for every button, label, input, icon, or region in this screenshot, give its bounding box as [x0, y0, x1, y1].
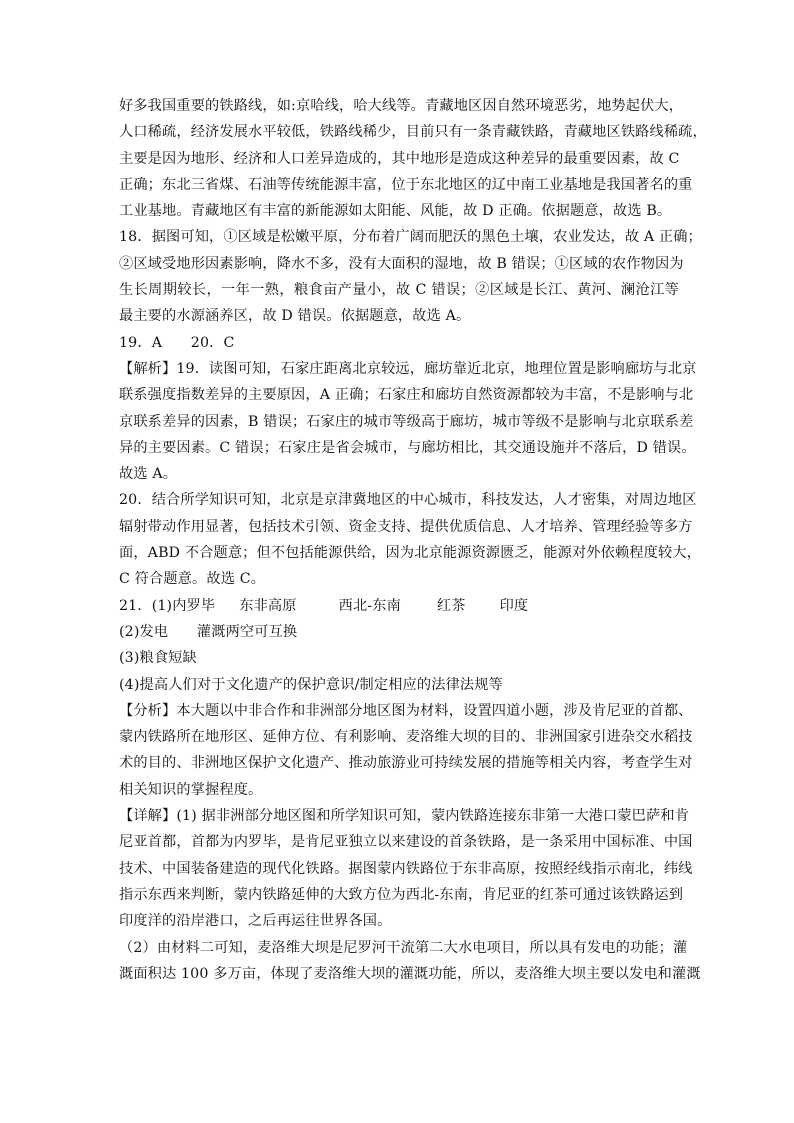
detail-line-3: 技术、中国装备建造的现代化铁路。据图蒙内铁路位于东非高原，按照经线指示南北，纬线 [119, 860, 693, 877]
detail-line-5: 印度洋的沿岸港口，之后再运往世界各国。 [119, 913, 392, 930]
text-line-4: 正确；东北三省煤、石油等传统能源丰富，位于东北地区的辽中南工业基地是我国著名的重 [119, 176, 693, 193]
document-page [119, 93, 707, 987]
analysis-line-3: 术的目的、非洲地区保护文化遗产、推动旅游业可持续发展的措施等相关内容，考查学生对 [119, 755, 693, 772]
q20-line-1: 20．结合所学知识可知，北京是京津冀地区的中心城市，科技发达，人才密集，对周边地区 [119, 492, 697, 509]
text-line-5: 工业基地。青藏地区有丰富的新能源如太阳能、风能，故 D 正确。依据题意，故选 B。 [119, 203, 672, 220]
detail-line-2: 尼亚首都，首都为内罗毕，是肯尼亚独立以来建设的首条铁路，是一条采用中国标准、中国 [119, 834, 693, 851]
text-line-1: 好多我国重要的铁路线，如:京哈线，哈大线等。青藏地区因自然环境恶劣，地势起伏大， [119, 98, 684, 114]
q21-answer-row [119, 593, 679, 619]
detail-line-1: 【详解】(1) 据非洲部分地区图和所学知识可知，蒙内铁路连接东非第一大港口蒙巴萨和肯 [119, 808, 690, 825]
analysis-line-4: 相关知识的掌握程度。 [119, 781, 263, 798]
q21-answer-5: 印度 [499, 597, 529, 614]
analysis-line-1: 【分析】本大题以中非合作和非洲部分地区图为材料，设置四道小题，涉及肯尼亚的首都、 [119, 702, 693, 719]
q20-line-3: 面，ABD 不合题意；但不包括能源供给，因为北京能源资源匮乏，能源对外依赖程度较大， [119, 545, 701, 562]
q19-analysis-line-2: 联系强度指数差异的主要原因，A 正确；石家庄和廊坊自然资源都较为丰富，不是影响与北 [119, 387, 694, 404]
detail-line-7: 溉面积达 100 多万亩，体现了麦洛维大坝的灌溉功能，所以，麦洛维大坝主要以发电和灌溉 [119, 965, 701, 982]
q19-analysis-line-1: 【解析】19．读图可知，石家庄距离北京较远，廊坊靠近北京，地理位置是影响廊坊与北京 [119, 360, 697, 377]
q21-answer-3: 西北-东南 [338, 597, 401, 614]
q20-line-2: 辐射带动作用显著，包括技术引领、资金支持、提供优质信息、人才培养、管理经验等多方 [119, 518, 693, 535]
q19-analysis-line-4: 异的主要因素。C 错误；石家庄是省会城市，与廊坊相比，其交通设施并不落后，D 错误。 [119, 439, 696, 456]
q21-answer-3-line: (3)粮食短缺 [119, 650, 197, 667]
q21-answer-4: 红茶 [436, 597, 466, 614]
q18-line-2: ②区域受地形因素影响，降水不多，没有大面积的湿地，故 B 错误；①区域的农作物因为 [119, 255, 684, 272]
q21-answer-1: 21．(1)内罗毕 [119, 597, 216, 614]
text-line-3: 主要是因为地形、经济和人口差异造成的，其中地形是造成这种差异的最重要因素，故 C [119, 150, 680, 167]
q21-answer-2-line: (2)发电 灌溉两空可互换 [119, 623, 298, 640]
text-line-2: 人口稀疏，经济发展水平较低，铁路线稀少，目前只有一条青藏铁路，青藏地区铁路线稀疏， [119, 124, 707, 141]
q21-answer-4-line: (4)提高人们对于文化遗产的保护意识/制定相应的法律法规等 [119, 676, 503, 693]
q19-analysis-line-5: 故选 A。 [119, 466, 178, 483]
detail-line-4: 指示东西来判断，蒙内铁路延伸的大致方位为西北-东南，肯尼亚的红茶可通过该铁路运到 [119, 886, 684, 903]
q20-line-4: C 符合题意。故选 C。 [119, 571, 266, 588]
q18-line-1: 18．据图可知，①区域是松嫩平原，分布着广阔而肥沃的黑色土壤，农业发达，故 A 正确； [119, 229, 702, 246]
analysis-line-2: 蒙内铁路所在地形区、延伸方位、有利影响、麦洛维大坝的目的、非洲国家引进杂交水稻技 [119, 729, 693, 746]
q18-line-3: 生长周期较长，一年一熟，粮食亩产量小，故 C 错误；②区域是长江、黄河、澜沧江等 [119, 282, 679, 299]
q21-answer-2: 东非高原 [239, 597, 297, 614]
q19-analysis-line-3: 京联系差异的因素，B 错误；石家庄的城市等级高于廊坊，城市等级不是影响与北京联系差 [119, 413, 694, 430]
q18-line-4: 最主要的水源涵养区，故 D 错误。依据题意，故选 A。 [119, 308, 471, 325]
answers-19-20: 19．A 20．C [119, 334, 235, 351]
detail-line-6: （2）由材料二可知，麦洛维大坝是尼罗河干流第二大水电项目，所以具有发电的功能；灌 [119, 939, 688, 956]
